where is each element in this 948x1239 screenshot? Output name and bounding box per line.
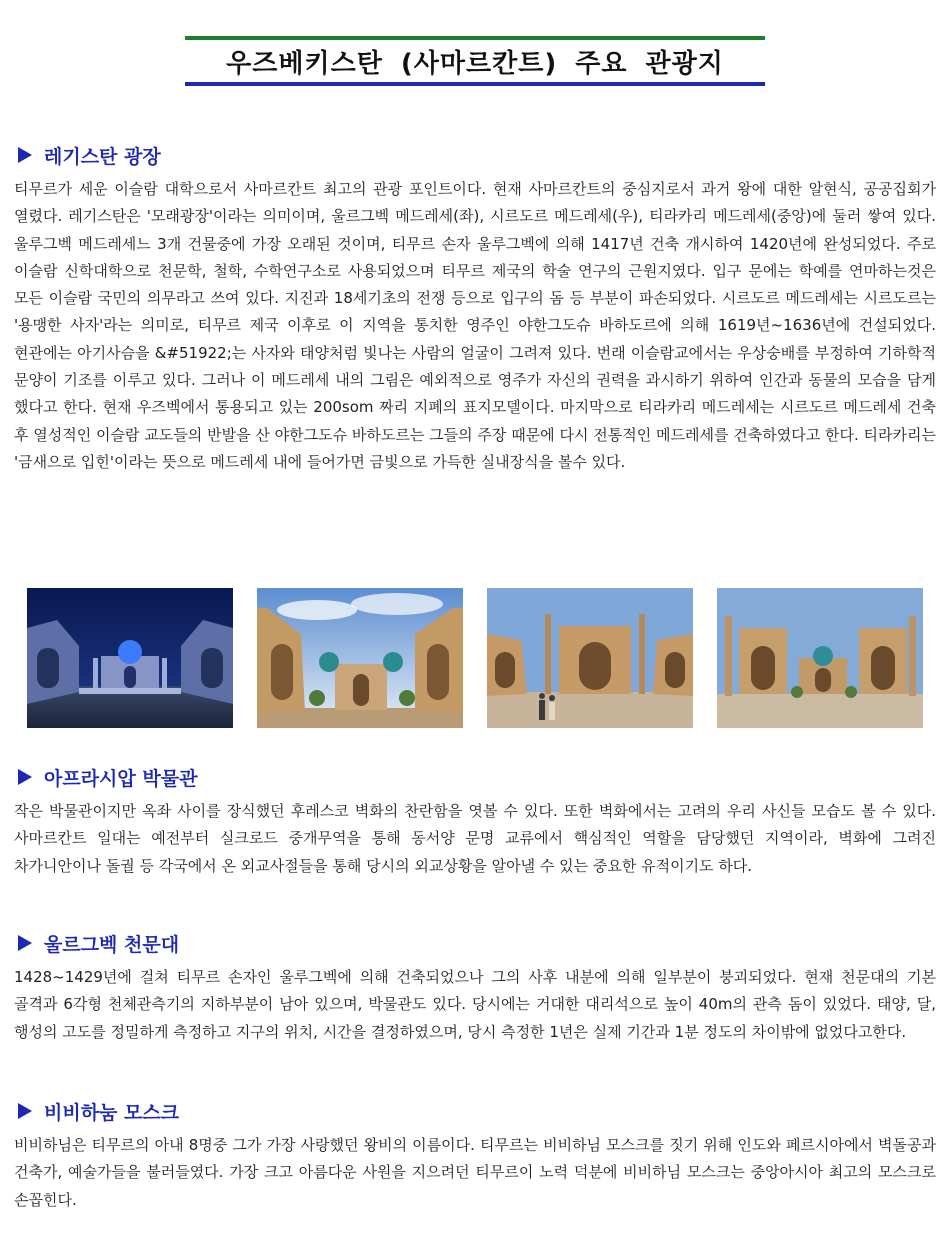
section-heading (14, 140, 936, 170)
section-heading-text: 비비하눔 모스크 (44, 1101, 180, 1124)
section-afrasiab-museum (14, 762, 936, 880)
registan-plaza-photo (717, 588, 923, 728)
section-body: 작은 박물관이지만 옥좌 사이를 장식했던 후레스코 벽화의 찬란함을 엿볼 수 있다. 또한 벽화에서는 고려의 우리 사신들 모습도 볼 수 있다. 사마르칸트 일대는 예전부터 실크로드 중개무역을 통해 동서양 문명 교류에서 핵심적인 역할을 담당했던 지역이라, 벽화에 그려진 차가니안이나 돌궐 등 각국에서 온 외교사절들을 통해 당시의 외교상황을 알아낼 수 있는 중요한 유적이기도 하다. (14, 802, 936, 875)
section-bibi-khanym-mosque (14, 1096, 936, 1214)
triangle-bullet-icon (18, 147, 32, 163)
registan-day-photo (257, 588, 463, 728)
section-heading (14, 928, 936, 958)
section-heading (14, 1096, 936, 1126)
section-body: 티무르가 세운 이슬람 대학으로서 사마르칸트 최고의 관광 포인트이다. 현재 사마르칸트의 중심지로서 과거 왕에 대한 알현식, 공공집회가 열렸다. 레기스탄은 '모래광장'이라는 의미이며, 울르그벡 메드레세(좌), 시르도르 메드레세(우), 티라카리 메드레세(중앙)에 둘러 쌓여 있다. 울루그벡 메드레세느 3개 건물중에 가장 오래된 것이며, 티무르 손자 울루그벡에 의해 1417년 건축 개시하여 1420년에 완성되었다. 주로 이슬람 신학대학으로 천문학, 철학, 수학연구소로 사용되었으며 티무르 제국의 학술 연구의 근원지였다. 입구 문에는 학예를 연마하는것은 모든 이슬람 국민의 의무라고 쓰여 있다. 지진과 18세기초의 전쟁 등으로 입구의 돔 등 부분이 파손되었다. 시르도르 메드레세는 시르도르는 '용맹한 사자'라는 의미로, 티무르 제국 이후로 이 지역을 통치한 영주인 야한그도슈 바하도르에 의해 1619년~1636년에 건설되었다. 현관에는 아기사슴을 &#51922;는 사자와 태양처럼 빛나는 사람의 얼굴이 그려져 있다. 번래 이슬람교에서는 우상숭배를 부정하여 기하학적 문양이 기조를 이루고 있다. 그러나 이 메드레세 내의 그림은 예외적으로 영주가 자신의 권력을 과시하기 위하여 인간과 동물의 모습을 담게 했다고 한다. 현재 우즈벡에서 통용되고 있는 200som 짜리 지폐의 표지모델이다. 마지막으로 티라카리 메드레세는 시르도르 메드레세 건축 후 열성적인 이슬람 교도들의 반발을 산 야한그도슈 바하도르는 그들의 주장 때문에 다시 전통적인 메드레세를 건축하였다고 한다. 티라카리는 '금새으로 입힌'이라는 뜻으로 메드레세 내에 들어가면 금빛으로 가득한 실내장식을 볼수 있다. (14, 180, 936, 471)
title-box (185, 36, 765, 86)
section-registan (14, 140, 936, 476)
section-ulugbek-observatory (14, 928, 936, 1046)
photo-row (27, 588, 923, 728)
triangle-bullet-icon (18, 935, 32, 951)
section-heading-text: 울르그벡 천문대 (44, 933, 180, 956)
triangle-bullet-icon (18, 769, 32, 785)
registan-wide-photo (487, 588, 693, 728)
triangle-bullet-icon (18, 1103, 32, 1119)
section-body: 1428~1429년에 걸쳐 티무르 손자인 울루그벡에 의해 건축되었으나 그의 사후 내분에 의해 일부분이 붕괴되었다. 현재 천문대의 기본 골격과 6각형 천체관측기의 지하부분이 남아 있으며, 박물관도 있다. 당시에는 거대한 대리석으로 높이 40m의 관측 돔이 있었다. 태양, 달, 행성의 고도를 정밀하게 측정하고 지구의 위치, 시간을 결정하였으며, 당시 측정한 1년은 실제 기간과 1분 정도의 차이밖에 없었다고한다. (14, 968, 936, 1041)
section-body: 비비하님은 티무르의 아내 8명중 그가 가장 사랑했던 왕비의 이름이다. 티무르는 비비하님 모스크를 짓기 위해 인도와 페르시아에서 벽돌공과 건축가, 예술가들을 불러들였다. 가장 크고 아름다운 사원을 지으려던 티무르이 노력 덕분에 비비하님 모스크는 중앙아시아 최고의 모스크로 손꼽힌다. (14, 1136, 936, 1209)
section-heading-text: 아프라시압 박물관 (44, 767, 198, 790)
registan-night-photo (27, 588, 233, 728)
section-heading-text: 레기스탄 광장 (44, 145, 161, 168)
section-heading (14, 762, 936, 792)
page-title: 우즈베키스탄 (사마르칸트) 주요 관광지 (226, 48, 724, 79)
